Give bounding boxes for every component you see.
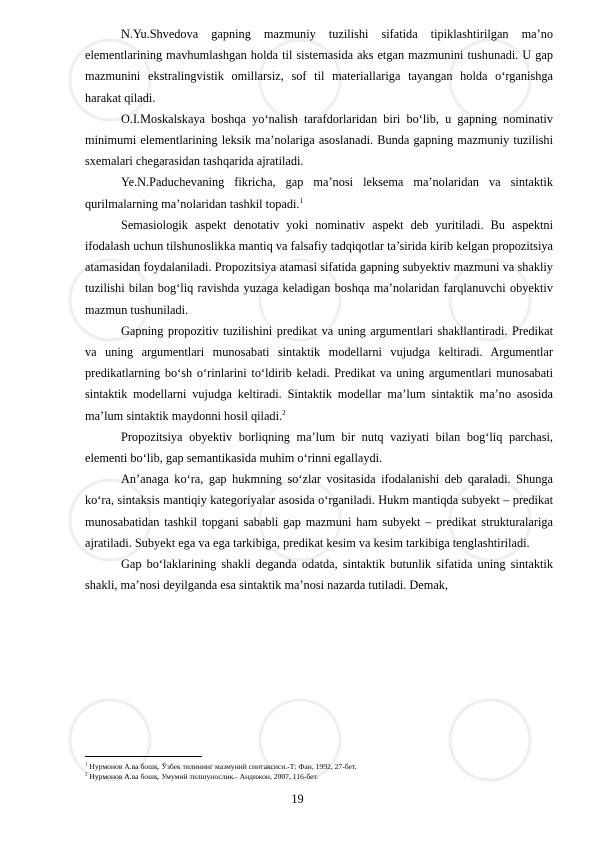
paragraph: N.Yu.Shvedova gapning mazmuniy tuzilishi sifatida tipiklashtirilgan ma’no elementlarining mavhumlashgan holda til sistemasida aks etgan mazmunini tushunadi. U gap mazmunini ekstralingvistik omillarsiz, sof til materiallariga tayangan holda o‘rganishga harakat qiladi. [85, 27, 553, 105]
footnote-ref[interactable]: 2 [282, 408, 286, 417]
footnotes [85, 762, 553, 782]
paragraph: O.I.Moskalskaya boshqa yo‘nalish tarafdorlaridan biri bo‘lib, u gapning nominativ minimumi elementlarining leksik ma’nolariga asoslanadi. Bunda gapning mazmuniy tuzilishi sxemalari chegarasidan tashqarida ajratiladi. [85, 111, 553, 169]
page-number: 19 [291, 792, 304, 806]
footnote-number: 1 [85, 762, 88, 768]
footnote-number: 2 [85, 772, 88, 778]
footnote: $^2$ Нурмонов А.ва бошқ. Умумий тилшунослик.- Андижон, 2007, 116-бет. [85, 772, 319, 781]
paragraph: Gapning propozitiv tuzilishini predikat va uning argumentlari shakllantiradi. Predikat va uning argumentlari munosabati sintaktik modellarni vujudga keltiradi. Argumentlar predikatlarning bo‘sh o‘rinlarini to‘ldirib keladi. Predikat va uning argumentlari munosabati sintaktik modellarni vujudga keltiradi. Sintaktik modellar ma’lum sintaktik ma’no asosida ma’lum sintaktik maydonni hosil qiladi.$^2$ [85, 323, 553, 423]
footnote-divider [85, 756, 202, 757]
paragraph: Ye.N.Paduchevaning fikricha, gap ma’nosi leksema ma’nolaridan va sintaktik qurilmalarning ma’nolaridan tashkil topadi.$^1$ [85, 175, 553, 211]
paragraph: Gap bo‘laklarining shakli deganda odatda, sintaktik butunlik sifatida uning sintaktik shakli, ma’nosi deyilganda esa sintaktik ma’nosi nazarda tutiladi. Demak, [85, 557, 553, 593]
footnote: $^1$ Нурмонов А.ва бошқ. Ўзбек тилининг мазмуний синтаксиси.-Т: Фан, 1992, 27-бет. [85, 762, 357, 771]
paragraph: Propozitsiya obyektiv borliqning ma’lum bir nutq vaziyati bilan bog‘liq parchasi, elementi bo‘lib, gap semantikasida muhim o‘rinni egallaydi. [85, 429, 553, 466]
paragraph: An’anaga ko‘ra, gap hukmning so‘zlar vositasida ifodalanishi deb qaraladi. Shunga ko‘ra, sintaksis mantiqiy kategoriyalar asosida o‘rganiladi. Hukm mantiqda subyekt – predikat munosabatidan tashkil topgani sababli gap mazmuni ham subyekt – predikat strukturalariga ajratiladi. Subyekt ega va ega tarkibiga, predikat kesim va kesim tarkibiga tenglashtiriladi. [85, 472, 553, 550]
footnote-ref[interactable]: 1 [299, 196, 303, 205]
paragraph: Semasiologik aspekt denotativ yoki nominativ aspekt deb yuritiladi. Bu aspektni ifodalash uchun tilshunoslikka mantiq va falsafiy tadqiqotlar ta’sirida kirib kelgan propozitsiya atamasidan foydalaniladi. Propozitsiya atamasi sifatida gapning subyektiv mazmuni va shakliy tuzilishi bilan bog‘liq ravishda yuzaga keladigan boshqa ma’nolaridan farqlanuvchi obyektiv mazmun tushuniladi. [85, 217, 553, 317]
body-text [85, 24, 553, 596]
